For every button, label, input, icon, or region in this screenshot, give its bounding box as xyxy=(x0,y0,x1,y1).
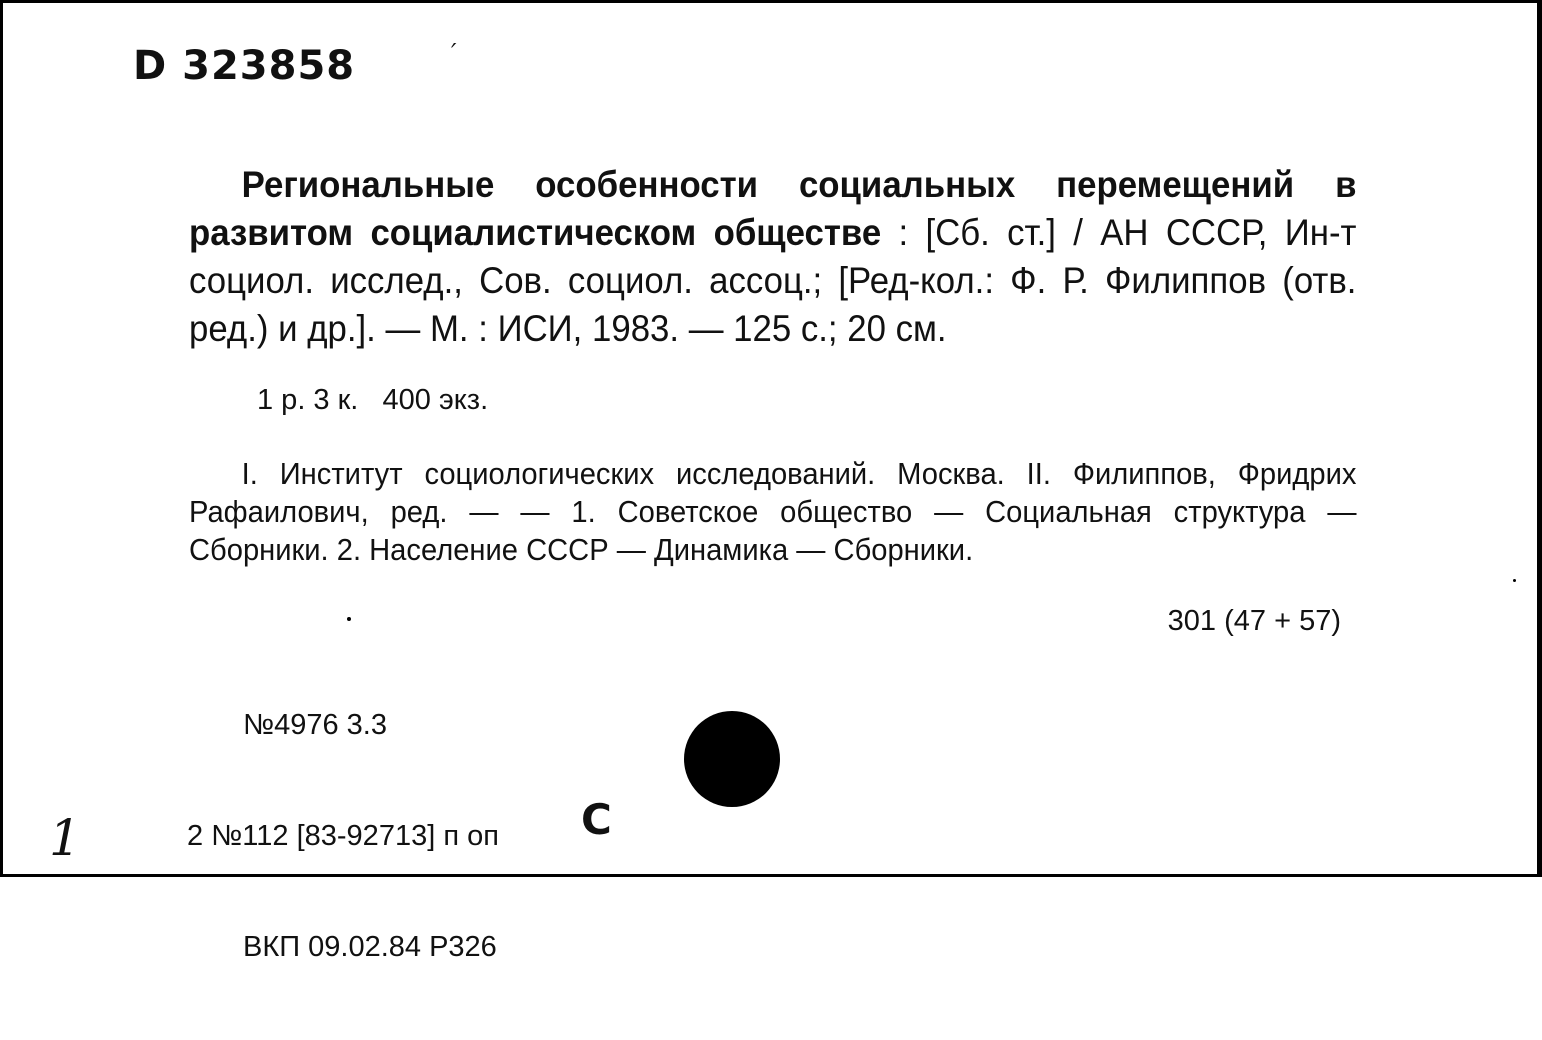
tracings-text: I. Институт социологических исследований. Москва. II. Филиппов, Фридрих Рафаилович, ред. — — 1. Советское общество — Социальная структура — Сборники. 2. Население СССР — Динамика — Сборники. xyxy=(189,456,1357,567)
bibliographic-entry xyxy=(189,161,1356,353)
classification-code: 301 (47 + 57) xyxy=(1167,605,1341,637)
ink-speck xyxy=(1513,579,1516,582)
order-info xyxy=(187,633,499,1040)
handwritten-number: 1 xyxy=(49,809,81,867)
punch-hole xyxy=(684,711,780,807)
subject-tracings xyxy=(189,455,1356,569)
handwritten-tick-mark: ′ xyxy=(451,39,457,67)
order-line: 2 №112 [83-92713] п оп xyxy=(187,820,499,852)
call-number: D 323858 xyxy=(133,43,356,89)
price-and-print-run: 1 р. 3 к. 400 экз. xyxy=(257,384,489,416)
ink-speck xyxy=(347,617,351,621)
order-line: ВКП 09.02.84 Р326 xyxy=(243,931,497,963)
entry-title: Региональные особенности социальных перемещений в развитом социалистическом обществе xyxy=(189,164,1357,253)
stamp-letter: C xyxy=(581,795,612,844)
order-line: №4976 3.3 xyxy=(243,709,387,741)
entry-description: : [Сб. ст.] / АН СССР, Ин-т социол. исслед., Сов. социол. ассоц.; [Ред-кол.: Ф. Р. Филиппов (отв. ред.) и др.]. — М. : ИСИ, 1983. — 125 с.; 20 см. xyxy=(189,212,1357,349)
